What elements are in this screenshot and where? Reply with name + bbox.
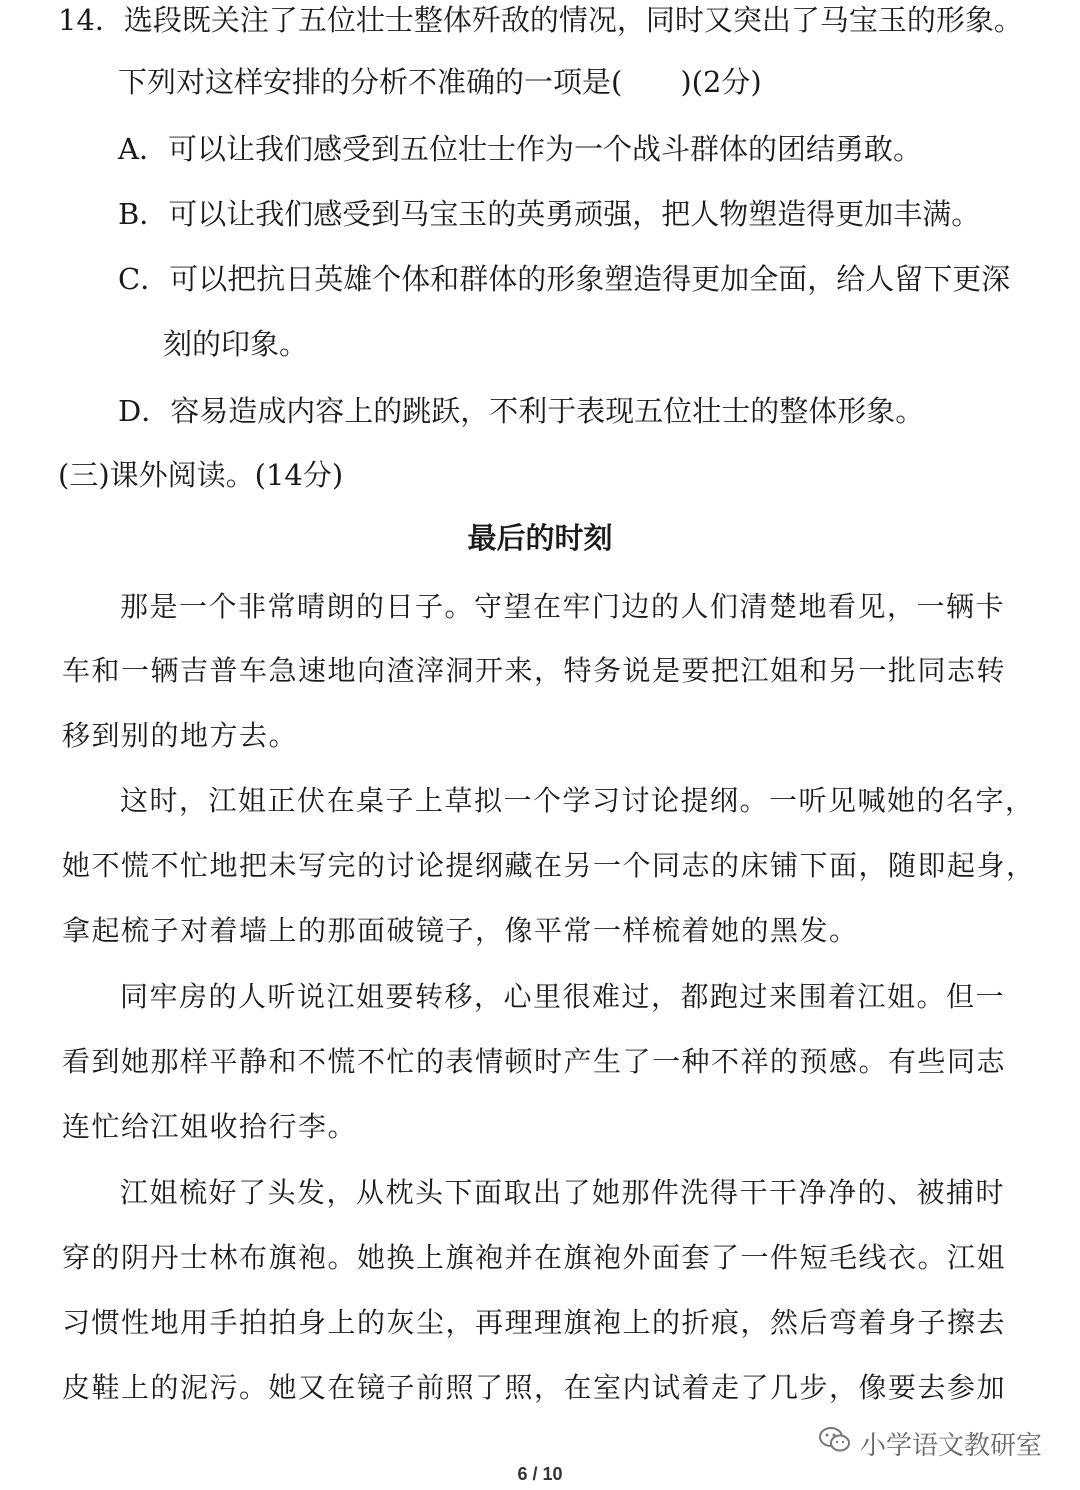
section-heading: (三)课外阅读。(14分) (58, 458, 344, 492)
page-number: 6 / 10 (517, 1464, 563, 1484)
watermark (818, 1421, 1042, 1465)
watermark-text: 小学语文教研室 (860, 1430, 1043, 1461)
passage-line: 那是一个非常晴朗的日子。守望在牢门边的人们清楚地看见，一辆卡 (120, 590, 1006, 623)
passage-line: 拿起梳子对着墙上的那面破镜子，像平常一样梳着她的黑发。 (62, 914, 859, 947)
wechat-icon (818, 1425, 852, 1462)
option-c: C．可以把抗日英雄个体和群体的形象塑造得更加全面，给人留下更深 (118, 262, 1011, 296)
passage-line: 车和一辆吉普车急速地向渣滓洞开来，特务说是要把江姐和另一批同志转 (62, 654, 1007, 687)
passage-title: 最后的时刻 (467, 521, 613, 555)
question-14-prompt: 下列对这样安排的分析不准确的一项是( )(2分) (118, 65, 762, 99)
option-d: D．容易造成内容上的跳跃，不利于表现五位壮士的整体形象。 (118, 394, 925, 428)
passage-line: 江姐梳好了头发，从枕头下面取出了她那件洗得干干净净的、被捕时 (120, 1176, 1006, 1209)
passage-line: 这时，江姐正伏在桌子上草拟一个学习讨论提纲。一听见喊她的名字， (120, 784, 1035, 817)
passage-line: 习惯性地用手拍拍身上的灰尘，再理理旗袍上的折痕，然后弯着身子擦去 (62, 1306, 1007, 1339)
passage-line: 看到她那样平静和不慌不忙的表情顿时产生了一种不祥的预感。有些同志 (62, 1045, 1007, 1078)
passage-line: 穿的阴丹士林布旗袍。她换上旗袍并在旗袍外面套了一件短毛线衣。江姐 (62, 1241, 1007, 1274)
passage-line: 她不慌不忙地把未写完的讨论提纲藏在另一个同志的床铺下面，随即起身， (62, 849, 1036, 882)
question-14-stem: 14．选段既关注了五位壮士整体歼敌的情况，同时又突出了马宝玉的形象。 (58, 3, 1023, 37)
passage-line: 移到别的地方去。 (62, 719, 299, 752)
option-b: B．可以让我们感受到马宝玉的英勇顽强，把人物塑造得更加丰满。 (118, 197, 981, 231)
option-c-continued: 刻的印象。 (163, 327, 309, 361)
passage-line: 皮鞋上的泥污。她又在镜子前照了照，在室内试着走了几步，像要去参加 (62, 1371, 1007, 1404)
passage-line: 同牢房的人听说江姐要转移，心里很难过，都跑过来围着江姐。但一 (120, 980, 1006, 1013)
option-a: A．可以让我们感受到五位壮士作为一个战斗群体的团结勇敢。 (118, 132, 922, 166)
passage-line: 连忙给江姐收拾行李。 (62, 1110, 358, 1143)
